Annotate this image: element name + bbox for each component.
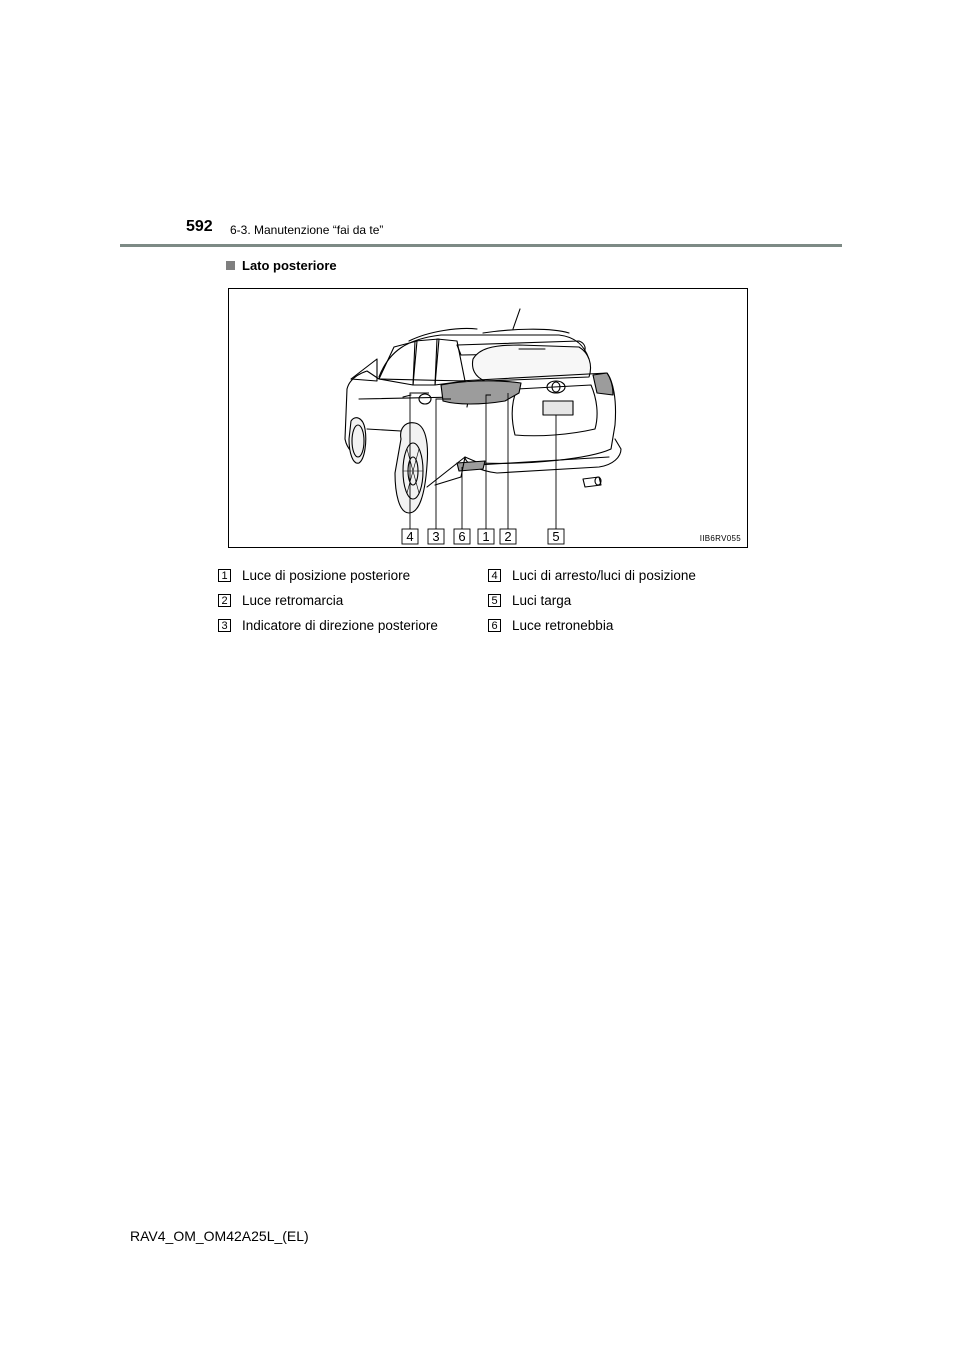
figure-code: IIB6RV055 bbox=[699, 534, 741, 543]
header-divider bbox=[120, 244, 842, 247]
svg-text:3: 3 bbox=[432, 529, 440, 544]
legend-label: Luce di posizione posteriore bbox=[242, 568, 411, 583]
legend-label: Luci di arresto/luci di posizione bbox=[512, 568, 696, 583]
callout-6 bbox=[454, 529, 470, 544]
svg-text:1: 1 bbox=[482, 529, 490, 544]
callout-1 bbox=[478, 529, 494, 544]
suv-rear-drawing bbox=[229, 289, 747, 547]
legend-item-5 bbox=[488, 593, 571, 608]
callout-3 bbox=[428, 529, 444, 544]
legend-number: 2 bbox=[218, 594, 231, 607]
legend-number: 5 bbox=[488, 594, 501, 607]
callout-2 bbox=[500, 529, 516, 544]
page-number: 592 bbox=[186, 218, 213, 235]
legend-item-3 bbox=[218, 618, 438, 633]
legend-label: Indicatore di direzione posteriore bbox=[242, 618, 438, 633]
legend-label: Luce retronebbia bbox=[512, 618, 614, 633]
legend-number: 3 bbox=[218, 619, 231, 632]
legend-number: 6 bbox=[488, 619, 501, 632]
leader-line-1 bbox=[486, 395, 491, 535]
section-heading bbox=[226, 258, 337, 273]
document-id: RAV4_OM_OM42A25L_(EL) bbox=[130, 1228, 309, 1244]
callout-5 bbox=[548, 529, 564, 544]
callout-4 bbox=[402, 529, 418, 544]
legend-label: Luci targa bbox=[512, 593, 572, 608]
svg-text:6: 6 bbox=[458, 529, 466, 544]
leader-line-3 bbox=[436, 399, 451, 535]
legend-number: 1 bbox=[218, 569, 231, 582]
square-bullet-icon bbox=[226, 261, 235, 270]
antenna-line bbox=[513, 309, 520, 329]
svg-text:5: 5 bbox=[552, 529, 560, 544]
legend-item-6 bbox=[488, 618, 613, 633]
section-title: 6-3. Manutenzione “fai da te” bbox=[230, 223, 384, 237]
svg-text:2: 2 bbox=[504, 529, 512, 544]
legend-item-1 bbox=[218, 568, 410, 583]
legend-item-2 bbox=[218, 593, 343, 608]
svg-text:4: 4 bbox=[406, 529, 414, 544]
legend-number: 4 bbox=[488, 569, 501, 582]
vehicle-rear-illustration bbox=[228, 288, 748, 548]
section-heading-text: Lato posteriore bbox=[242, 258, 337, 273]
legend-label: Luce retromarcia bbox=[242, 593, 344, 608]
legend-item-4 bbox=[488, 568, 696, 583]
